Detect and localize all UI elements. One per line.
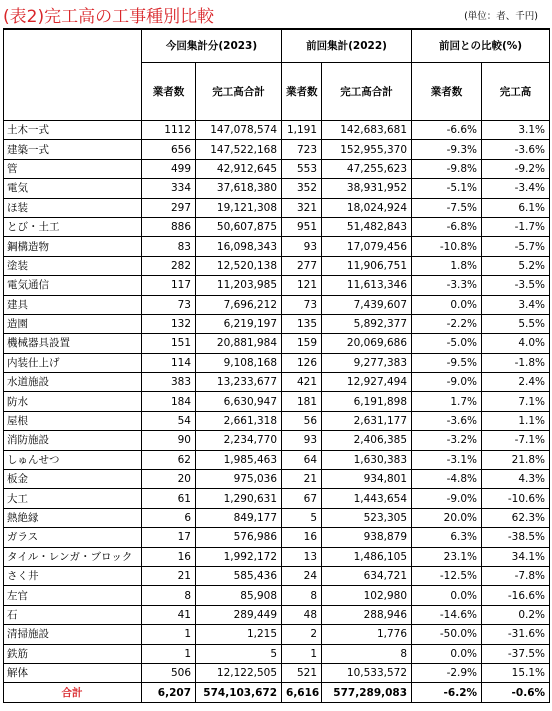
change-firms-cell: 0.0% bbox=[412, 295, 482, 314]
change-firms-cell: -10.8% bbox=[412, 237, 482, 256]
current-firms-cell: 656 bbox=[142, 140, 196, 159]
header-row-groups bbox=[4, 29, 550, 63]
change-firms-cell: -9.0% bbox=[412, 373, 482, 392]
previous-firms-cell: 8 bbox=[282, 586, 322, 605]
table-row bbox=[4, 431, 550, 450]
previous-firms-cell: 24 bbox=[282, 566, 322, 585]
change-total-cell: -0.6% bbox=[482, 683, 550, 703]
table-row bbox=[4, 295, 550, 314]
current-firms-cell: 383 bbox=[142, 373, 196, 392]
type-name-cell: ガラス bbox=[4, 528, 142, 547]
change-total-cell: -3.5% bbox=[482, 276, 550, 295]
table-row bbox=[4, 237, 550, 256]
change-firms-cell: -9.5% bbox=[412, 353, 482, 372]
previous-firms-cell: 48 bbox=[282, 605, 322, 624]
previous-firms-cell: 13 bbox=[282, 547, 322, 566]
previous-firms-cell: 1,191 bbox=[282, 121, 322, 140]
current-firms-cell: 1 bbox=[142, 625, 196, 644]
previous-total-cell: 288,946 bbox=[322, 605, 412, 624]
previous-firms-cell: 421 bbox=[282, 373, 322, 392]
table-row bbox=[4, 392, 550, 411]
table-row bbox=[4, 489, 550, 508]
current-total-cell: 16,098,343 bbox=[196, 237, 282, 256]
current-firms-cell: 1112 bbox=[142, 121, 196, 140]
previous-firms-cell: 93 bbox=[282, 431, 322, 450]
previous-firms-cell: 64 bbox=[282, 450, 322, 469]
type-name-cell: 石 bbox=[4, 605, 142, 624]
change-total-cell: -37.5% bbox=[482, 644, 550, 663]
table-row bbox=[4, 470, 550, 489]
current-firms-cell: 184 bbox=[142, 392, 196, 411]
current-total-cell: 42,912,645 bbox=[196, 159, 282, 178]
current-total-cell: 147,522,168 bbox=[196, 140, 282, 159]
current-total-cell: 574,103,672 bbox=[196, 683, 282, 703]
type-name-cell: 消防施設 bbox=[4, 431, 142, 450]
previous-firms-cell: 352 bbox=[282, 179, 322, 198]
type-name-cell: 清掃施設 bbox=[4, 625, 142, 644]
total-row bbox=[4, 683, 550, 703]
current-total-cell: 1,290,631 bbox=[196, 489, 282, 508]
table-row bbox=[4, 256, 550, 275]
table-row bbox=[4, 625, 550, 644]
current-firms-cell: 114 bbox=[142, 353, 196, 372]
change-firms-cell: -3.2% bbox=[412, 431, 482, 450]
previous-total-cell: 1,630,383 bbox=[322, 450, 412, 469]
previous-total-cell: 934,801 bbox=[322, 470, 412, 489]
previous-firms-cell: 56 bbox=[282, 411, 322, 430]
previous-total-cell: 18,024,924 bbox=[322, 198, 412, 217]
previous-total-cell: 5,892,377 bbox=[322, 314, 412, 333]
change-total-cell: 6.1% bbox=[482, 198, 550, 217]
previous-total-cell: 10,533,572 bbox=[322, 663, 412, 682]
current-firms-cell: 117 bbox=[142, 276, 196, 295]
previous-firms-cell: 723 bbox=[282, 140, 322, 159]
current-firms-cell: 61 bbox=[142, 489, 196, 508]
previous-firms-cell: 553 bbox=[282, 159, 322, 178]
previous-firms-cell: 521 bbox=[282, 663, 322, 682]
previous-total-cell: 2,631,177 bbox=[322, 411, 412, 430]
table-title: (表2)完工高の工事種別比較 bbox=[3, 7, 215, 27]
current-total-cell: 1,215 bbox=[196, 625, 282, 644]
type-name-cell: 熱絶縁 bbox=[4, 508, 142, 527]
table-row bbox=[4, 314, 550, 333]
previous-firms-cell: 1 bbox=[282, 644, 322, 663]
change-total-cell: 5.2% bbox=[482, 256, 550, 275]
previous-total-cell: 8 bbox=[322, 644, 412, 663]
previous-firms-cell: 277 bbox=[282, 256, 322, 275]
type-name-cell: 建具 bbox=[4, 295, 142, 314]
current-total-cell: 5 bbox=[196, 644, 282, 663]
table-row bbox=[4, 508, 550, 527]
change-firms-cell: 0.0% bbox=[412, 586, 482, 605]
previous-total-cell: 6,191,898 bbox=[322, 392, 412, 411]
previous-firms-cell: 126 bbox=[282, 353, 322, 372]
current-firms-cell: 62 bbox=[142, 450, 196, 469]
type-name-cell: 水道施設 bbox=[4, 373, 142, 392]
previous-total-cell: 38,931,952 bbox=[322, 179, 412, 198]
type-name-cell: 建築一式 bbox=[4, 140, 142, 159]
table-row bbox=[4, 159, 550, 178]
header-compare-firms: 業者数 bbox=[412, 63, 482, 121]
table-row bbox=[4, 605, 550, 624]
current-total-cell: 1,992,172 bbox=[196, 547, 282, 566]
table-row bbox=[4, 528, 550, 547]
change-firms-cell: 1.7% bbox=[412, 392, 482, 411]
change-total-cell: -3.6% bbox=[482, 140, 550, 159]
current-total-cell: 12,122,505 bbox=[196, 663, 282, 682]
previous-total-cell: 12,927,494 bbox=[322, 373, 412, 392]
change-firms-cell: -2.9% bbox=[412, 663, 482, 682]
change-total-cell: 4.3% bbox=[482, 470, 550, 489]
type-name-cell: 管 bbox=[4, 159, 142, 178]
header-blank bbox=[4, 29, 142, 121]
change-total-cell: 4.0% bbox=[482, 334, 550, 353]
previous-total-cell: 142,683,681 bbox=[322, 121, 412, 140]
type-name-cell: 造園 bbox=[4, 314, 142, 333]
current-firms-cell: 499 bbox=[142, 159, 196, 178]
header-compare-group: 前回との比較(%) bbox=[412, 29, 550, 63]
current-firms-cell: 132 bbox=[142, 314, 196, 333]
type-name-cell: 解体 bbox=[4, 663, 142, 682]
change-total-cell: -1.7% bbox=[482, 217, 550, 236]
current-firms-cell: 54 bbox=[142, 411, 196, 430]
current-total-cell: 9,108,168 bbox=[196, 353, 282, 372]
change-total-cell: 34.1% bbox=[482, 547, 550, 566]
change-firms-cell: -9.8% bbox=[412, 159, 482, 178]
previous-total-cell: 102,980 bbox=[322, 586, 412, 605]
previous-total-cell: 11,613,346 bbox=[322, 276, 412, 295]
type-name-cell: 左官 bbox=[4, 586, 142, 605]
previous-firms-cell: 67 bbox=[282, 489, 322, 508]
table-row bbox=[4, 140, 550, 159]
change-firms-cell: -14.6% bbox=[412, 605, 482, 624]
type-name-cell: 内装仕上げ bbox=[4, 353, 142, 372]
type-name-cell: 大工 bbox=[4, 489, 142, 508]
previous-total-cell: 20,069,686 bbox=[322, 334, 412, 353]
table-body bbox=[4, 121, 550, 703]
previous-firms-cell: 321 bbox=[282, 198, 322, 217]
type-name-cell: とび・土工 bbox=[4, 217, 142, 236]
current-firms-cell: 21 bbox=[142, 566, 196, 585]
current-total-cell: 6,219,197 bbox=[196, 314, 282, 333]
change-firms-cell: -4.8% bbox=[412, 470, 482, 489]
change-total-cell: 1.1% bbox=[482, 411, 550, 430]
previous-firms-cell: 2 bbox=[282, 625, 322, 644]
previous-firms-cell: 159 bbox=[282, 334, 322, 353]
previous-total-cell: 523,305 bbox=[322, 508, 412, 527]
current-firms-cell: 41 bbox=[142, 605, 196, 624]
current-firms-cell: 6 bbox=[142, 508, 196, 527]
current-firms-cell: 6,207 bbox=[142, 683, 196, 703]
change-total-cell: 62.3% bbox=[482, 508, 550, 527]
change-firms-cell: -6.8% bbox=[412, 217, 482, 236]
type-name-cell: しゅんせつ bbox=[4, 450, 142, 469]
current-total-cell: 12,520,138 bbox=[196, 256, 282, 275]
table-row bbox=[4, 411, 550, 430]
previous-total-cell: 577,289,083 bbox=[322, 683, 412, 703]
current-total-cell: 975,036 bbox=[196, 470, 282, 489]
previous-firms-cell: 16 bbox=[282, 528, 322, 547]
previous-total-cell: 9,277,383 bbox=[322, 353, 412, 372]
type-name-cell: 鉄筋 bbox=[4, 644, 142, 663]
previous-firms-cell: 93 bbox=[282, 237, 322, 256]
change-total-cell: 7.1% bbox=[482, 392, 550, 411]
change-total-cell: 2.4% bbox=[482, 373, 550, 392]
change-firms-cell: -5.1% bbox=[412, 179, 482, 198]
table-row bbox=[4, 644, 550, 663]
previous-total-cell: 1,443,654 bbox=[322, 489, 412, 508]
current-total-cell: 11,203,985 bbox=[196, 276, 282, 295]
current-firms-cell: 8 bbox=[142, 586, 196, 605]
current-total-cell: 13,233,677 bbox=[196, 373, 282, 392]
type-name-cell: 合計 bbox=[4, 683, 142, 703]
previous-total-cell: 1,486,105 bbox=[322, 547, 412, 566]
construction-type-comparison-table bbox=[3, 28, 550, 703]
header-current-group: 今回集計分(2023) bbox=[142, 29, 282, 63]
header-current-total: 完工高合計 bbox=[196, 63, 282, 121]
change-firms-cell: -12.5% bbox=[412, 566, 482, 585]
current-firms-cell: 151 bbox=[142, 334, 196, 353]
table-row bbox=[4, 450, 550, 469]
table-row bbox=[4, 334, 550, 353]
table-row bbox=[4, 586, 550, 605]
change-total-cell: -16.6% bbox=[482, 586, 550, 605]
current-total-cell: 19,121,308 bbox=[196, 198, 282, 217]
previous-total-cell: 634,721 bbox=[322, 566, 412, 585]
previous-total-cell: 47,255,623 bbox=[322, 159, 412, 178]
table-row bbox=[4, 198, 550, 217]
previous-firms-cell: 6,616 bbox=[282, 683, 322, 703]
change-total-cell: -31.6% bbox=[482, 625, 550, 644]
current-firms-cell: 16 bbox=[142, 547, 196, 566]
current-firms-cell: 282 bbox=[142, 256, 196, 275]
type-name-cell: ほ装 bbox=[4, 198, 142, 217]
type-name-cell: 土木一式 bbox=[4, 121, 142, 140]
change-total-cell: 3.4% bbox=[482, 295, 550, 314]
table-row bbox=[4, 566, 550, 585]
current-firms-cell: 297 bbox=[142, 198, 196, 217]
change-firms-cell: -50.0% bbox=[412, 625, 482, 644]
current-firms-cell: 506 bbox=[142, 663, 196, 682]
previous-firms-cell: 73 bbox=[282, 295, 322, 314]
current-total-cell: 85,908 bbox=[196, 586, 282, 605]
table-row bbox=[4, 373, 550, 392]
change-total-cell: -7.8% bbox=[482, 566, 550, 585]
previous-firms-cell: 181 bbox=[282, 392, 322, 411]
change-firms-cell: -9.3% bbox=[412, 140, 482, 159]
change-firms-cell: 1.8% bbox=[412, 256, 482, 275]
previous-firms-cell: 951 bbox=[282, 217, 322, 236]
change-firms-cell: -6.2% bbox=[412, 683, 482, 703]
current-total-cell: 6,630,947 bbox=[196, 392, 282, 411]
previous-total-cell: 938,879 bbox=[322, 528, 412, 547]
current-total-cell: 849,177 bbox=[196, 508, 282, 527]
change-firms-cell: 20.0% bbox=[412, 508, 482, 527]
current-total-cell: 50,607,875 bbox=[196, 217, 282, 236]
previous-total-cell: 1,776 bbox=[322, 625, 412, 644]
current-total-cell: 576,986 bbox=[196, 528, 282, 547]
previous-total-cell: 11,906,751 bbox=[322, 256, 412, 275]
current-firms-cell: 83 bbox=[142, 237, 196, 256]
header-previous-group: 前回集計(2022) bbox=[282, 29, 412, 63]
previous-firms-cell: 121 bbox=[282, 276, 322, 295]
change-firms-cell: 0.0% bbox=[412, 644, 482, 663]
current-total-cell: 2,661,318 bbox=[196, 411, 282, 430]
table-row bbox=[4, 547, 550, 566]
current-total-cell: 2,234,770 bbox=[196, 431, 282, 450]
previous-firms-cell: 21 bbox=[282, 470, 322, 489]
type-name-cell: 鋼構造物 bbox=[4, 237, 142, 256]
current-firms-cell: 17 bbox=[142, 528, 196, 547]
previous-total-cell: 7,439,607 bbox=[322, 295, 412, 314]
table-row bbox=[4, 217, 550, 236]
previous-total-cell: 152,955,370 bbox=[322, 140, 412, 159]
previous-total-cell: 51,482,843 bbox=[322, 217, 412, 236]
type-name-cell: 屋根 bbox=[4, 411, 142, 430]
current-total-cell: 289,449 bbox=[196, 605, 282, 624]
previous-total-cell: 2,406,385 bbox=[322, 431, 412, 450]
current-total-cell: 20,881,984 bbox=[196, 334, 282, 353]
table-row bbox=[4, 121, 550, 140]
change-firms-cell: -7.5% bbox=[412, 198, 482, 217]
type-name-cell: 電気 bbox=[4, 179, 142, 198]
previous-firms-cell: 5 bbox=[282, 508, 322, 527]
change-firms-cell: -3.3% bbox=[412, 276, 482, 295]
previous-firms-cell: 135 bbox=[282, 314, 322, 333]
header-previous-firms: 業者数 bbox=[282, 63, 322, 121]
change-firms-cell: -6.6% bbox=[412, 121, 482, 140]
current-firms-cell: 886 bbox=[142, 217, 196, 236]
current-total-cell: 147,078,574 bbox=[196, 121, 282, 140]
header-previous-total: 完工高合計 bbox=[322, 63, 412, 121]
change-total-cell: -38.5% bbox=[482, 528, 550, 547]
table-row bbox=[4, 179, 550, 198]
current-total-cell: 7,696,212 bbox=[196, 295, 282, 314]
change-firms-cell: -3.6% bbox=[412, 411, 482, 430]
unit-note: (単位：者、千円) bbox=[464, 11, 538, 22]
type-name-cell: 電気通信 bbox=[4, 276, 142, 295]
type-name-cell: 機械器具設置 bbox=[4, 334, 142, 353]
current-total-cell: 1,985,463 bbox=[196, 450, 282, 469]
change-total-cell: 21.8% bbox=[482, 450, 550, 469]
header-current-firms: 業者数 bbox=[142, 63, 196, 121]
change-firms-cell: -9.0% bbox=[412, 489, 482, 508]
current-total-cell: 37,618,380 bbox=[196, 179, 282, 198]
change-firms-cell: -5.0% bbox=[412, 334, 482, 353]
change-total-cell: 5.5% bbox=[482, 314, 550, 333]
type-name-cell: 塗装 bbox=[4, 256, 142, 275]
change-total-cell: -7.1% bbox=[482, 431, 550, 450]
type-name-cell: タイル・レンガ・ブロック bbox=[4, 547, 142, 566]
change-firms-cell: -3.1% bbox=[412, 450, 482, 469]
change-firms-cell: 23.1% bbox=[412, 547, 482, 566]
type-name-cell: 板金 bbox=[4, 470, 142, 489]
change-total-cell: 3.1% bbox=[482, 121, 550, 140]
type-name-cell: 防水 bbox=[4, 392, 142, 411]
change-total-cell: 0.2% bbox=[482, 605, 550, 624]
current-firms-cell: 73 bbox=[142, 295, 196, 314]
change-total-cell: -1.8% bbox=[482, 353, 550, 372]
change-total-cell: 15.1% bbox=[482, 663, 550, 682]
current-total-cell: 585,436 bbox=[196, 566, 282, 585]
current-firms-cell: 20 bbox=[142, 470, 196, 489]
current-firms-cell: 90 bbox=[142, 431, 196, 450]
change-firms-cell: 6.3% bbox=[412, 528, 482, 547]
table-row bbox=[4, 276, 550, 295]
table-row bbox=[4, 663, 550, 682]
type-name-cell: さく井 bbox=[4, 566, 142, 585]
change-firms-cell: -2.2% bbox=[412, 314, 482, 333]
table-row bbox=[4, 353, 550, 372]
change-total-cell: -3.4% bbox=[482, 179, 550, 198]
change-total-cell: -10.6% bbox=[482, 489, 550, 508]
header-compare-total: 完工高 bbox=[482, 63, 550, 121]
change-total-cell: -5.7% bbox=[482, 237, 550, 256]
change-total-cell: -9.2% bbox=[482, 159, 550, 178]
current-firms-cell: 1 bbox=[142, 644, 196, 663]
current-firms-cell: 334 bbox=[142, 179, 196, 198]
previous-total-cell: 17,079,456 bbox=[322, 237, 412, 256]
